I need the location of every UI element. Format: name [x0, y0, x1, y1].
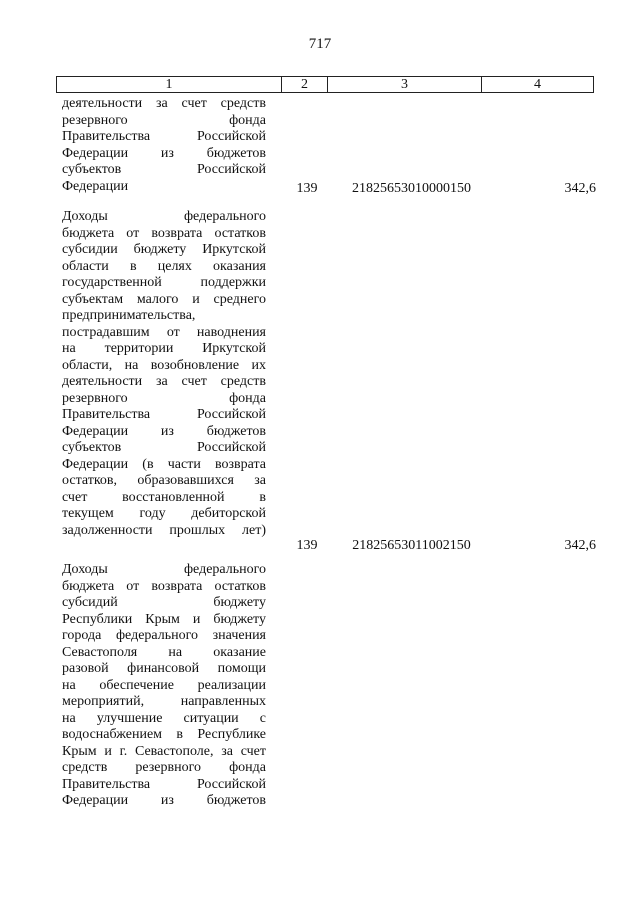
text-line: Федерации из бюджетов — [62, 793, 266, 808]
text-line: на улучшение ситуации с — [62, 710, 266, 726]
text-line: водоснабжением в Республике — [62, 727, 266, 742]
text-line: Крым и г. Севастополе, за счет — [62, 743, 266, 759]
row-3-name — [62, 562, 266, 810]
text-line: бюджета от возврата остатков — [62, 578, 266, 594]
text-line: предпринимательства, — [62, 308, 196, 323]
text-line: средств резервного фонда — [62, 760, 266, 775]
row-1-name — [62, 96, 266, 195]
row-2-name — [62, 209, 266, 539]
text-line: мероприятий, направленных — [62, 694, 266, 709]
text-line: субсидии бюджету Иркутской — [62, 242, 266, 257]
text-line: разовой финансовой помощи — [62, 661, 266, 676]
text-line: Федерации (в части возврата — [62, 456, 266, 472]
text-line: Доходы федерального — [62, 562, 266, 577]
text-line: государственной поддержки — [62, 275, 266, 290]
text-line: субсидий бюджету — [62, 595, 266, 610]
row-1-kbk: 21825653010000150 — [352, 181, 471, 196]
text-line: области, на возобновление их — [62, 357, 266, 373]
text-line: бюджета от возврата остатков — [62, 225, 266, 241]
row-2-amount: 342,6 — [564, 538, 596, 553]
row-1-code: 139 — [296, 181, 318, 196]
text-line: города федерального значения — [62, 628, 266, 643]
text-line: Доходы федерального — [62, 209, 266, 224]
text-line: Правительства Российской — [62, 129, 266, 144]
row-1-amount: 342,6 — [564, 181, 596, 196]
header-cell-3: 3 — [328, 77, 482, 92]
text-line: Федерации из бюджетов — [62, 145, 266, 161]
text-line: счет восстановленной в — [62, 489, 266, 505]
text-line: пострадавшим от наводнения — [62, 324, 266, 340]
header-cell-2: 2 — [282, 77, 328, 92]
text-line: Федерации из бюджетов — [62, 423, 266, 439]
text-line: Федерации — [62, 178, 129, 194]
text-line: деятельности за счет средств — [62, 96, 266, 111]
row-2-kbk: 21825653011002150 — [352, 538, 471, 553]
text-line: на территории Иркутской — [62, 341, 266, 356]
text-line: Республики Крым и бюджету — [62, 611, 266, 627]
text-line: субъектам малого и среднего — [62, 291, 266, 307]
text-line: деятельности за счет средств — [62, 374, 266, 389]
text-line: остатков, образовавшихся за — [62, 473, 266, 488]
text-line: резервного фонда — [62, 112, 266, 128]
text-line: Правительства Российской — [62, 776, 266, 792]
text-line: на обеспечение реализации — [62, 677, 266, 693]
row-2-code: 139 — [296, 538, 318, 553]
header-cell-4: 4 — [534, 76, 541, 92]
text-line: Севастополя на оказание — [62, 644, 266, 660]
text-line: Правительства Российской — [62, 407, 266, 422]
text-line: задолженности прошлых лет) — [62, 522, 266, 538]
text-line: области в целях оказания — [62, 258, 266, 274]
header-cell-1: 1 — [57, 77, 282, 92]
text-line: текущем году дебиторской — [62, 506, 266, 521]
text-line: субъектов Российской — [62, 162, 266, 177]
text-line: резервного фонда — [62, 390, 266, 406]
table-header-row — [56, 76, 594, 93]
page-number: 717 — [308, 36, 332, 52]
text-line: субъектов Российской — [62, 440, 266, 455]
